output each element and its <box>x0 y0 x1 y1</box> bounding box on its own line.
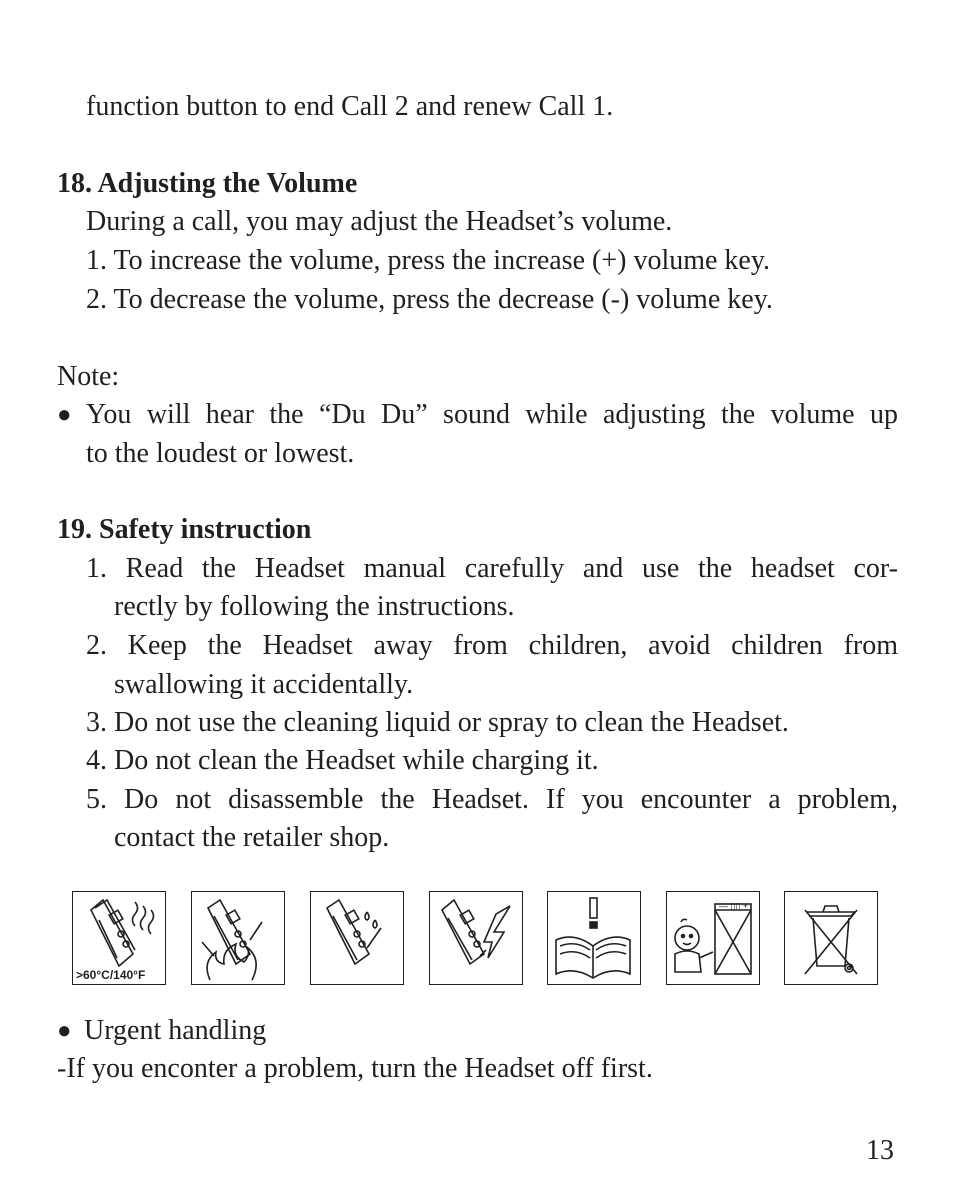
read-manual-icon <box>547 891 641 985</box>
section-19-item-4: 4. Do not clean the Headset while charging it. <box>86 745 599 776</box>
no-electric-shock-icon <box>429 891 523 985</box>
no-heat-icon <box>72 891 166 985</box>
page-number: 13 <box>866 1135 894 1166</box>
note-line-1: You will hear the “Du Du” sound while adjusting the volume up <box>86 399 898 430</box>
urgent-text: -If you enconter a problem, turn the Headset off first. <box>57 1053 653 1084</box>
section-19-item-3: 3. Do not use the cleaning liquid or spray to clean the Headset. <box>86 707 789 738</box>
section-19-item-1-line-2: rectly by following the instructions. <box>114 591 515 622</box>
note-bullet: ● <box>57 402 72 428</box>
note-label: Note: <box>57 361 120 392</box>
no-fire-icon <box>191 891 285 985</box>
section-19-item-2-line-2: swallowing it accidentally. <box>114 669 414 700</box>
section-18-heading: 18. Adjusting the Volume <box>57 168 358 199</box>
safety-icons-row <box>72 891 878 987</box>
svg-text:— ▯▯ +: — ▯▯ + <box>719 901 749 911</box>
no-liquid-icon <box>310 891 404 985</box>
temperature-label: >60°C/140°F <box>76 968 146 982</box>
section-19-item-2-line-1: 2. Keep the Headset away from children, avoid children from <box>86 630 898 661</box>
section-19-item-5-line-1: 5. Do not disassemble the Headset. If you encounter a problem, <box>86 784 898 815</box>
urgent-bullet: ● <box>57 1018 72 1044</box>
keep-from-children-icon <box>666 891 760 985</box>
urgent-label: Urgent handling <box>84 1015 267 1046</box>
intro-line: function button to end Call 2 and renew Call 1. <box>86 91 614 122</box>
note-line-2: to the loudest or lowest. <box>86 438 355 469</box>
section-19-heading: 19. Safety instruction <box>57 514 312 545</box>
section-19-item-1-line-1: 1. Read the Headset manual carefully and use the headset cor- <box>86 553 898 584</box>
section-18-item-2: 2. To decrease the volume, press the decrease (-) volume key. <box>86 284 773 315</box>
no-trash-bin-icon <box>784 891 878 985</box>
section-18-item-1: 1. To increase the volume, press the increase (+) volume key. <box>86 245 771 276</box>
section-19-item-5-line-2: contact the retailer shop. <box>114 822 390 853</box>
section-18-intro: During a call, you may adjust the Headset’s volume. <box>86 206 673 237</box>
